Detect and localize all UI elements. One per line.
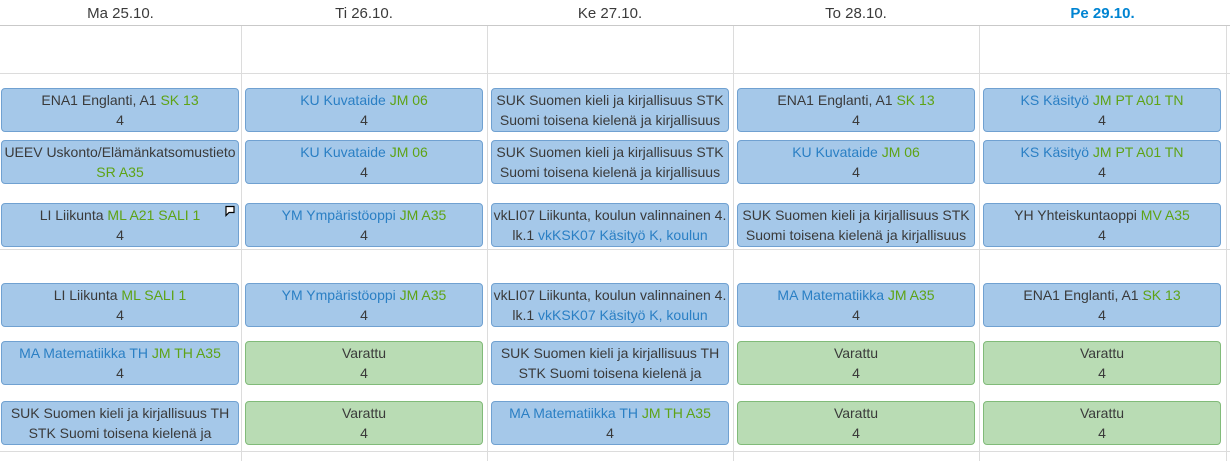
- lesson-cell[interactable]: [491, 88, 729, 132]
- note-icon[interactable]: [224, 205, 236, 217]
- lesson-cell[interactable]: [491, 341, 729, 385]
- lesson-line: [2, 423, 238, 443]
- lesson-line: [2, 110, 238, 130]
- lesson-text: Varattu: [1079, 345, 1125, 361]
- lesson-text: SUK Suomen kieli ja kirjallisuus STK: [496, 144, 724, 160]
- lesson-text: Varattu: [341, 345, 387, 361]
- day-header-ke: Ke 27.10.: [577, 5, 643, 22]
- lesson-cell[interactable]: [737, 140, 975, 184]
- lesson-line: [738, 403, 974, 423]
- lesson-cell[interactable]: [491, 203, 729, 247]
- lesson-text: Suomi toisena kielenä ja kirjallisuus: [499, 164, 721, 180]
- lesson-text: YH Yhteiskuntaoppi: [1014, 207, 1141, 223]
- lesson-line: [738, 162, 974, 182]
- lesson-cell[interactable]: [737, 283, 975, 327]
- lesson-text: KS Käsityö: [1020, 144, 1093, 160]
- lesson-line: [984, 110, 1220, 130]
- lesson-text: Varattu: [341, 405, 387, 421]
- lesson-line: [738, 363, 974, 383]
- lesson-cell[interactable]: [245, 203, 483, 247]
- lesson-line: [2, 343, 238, 363]
- lesson-text: 4: [852, 112, 860, 128]
- lesson-text: KU Kuvataide: [792, 144, 882, 160]
- reserved-cell[interactable]: [983, 401, 1221, 445]
- lesson-text: STK Suomi toisena kielenä ja: [28, 425, 212, 441]
- reserved-cell[interactable]: [737, 401, 975, 445]
- lesson-line: [2, 142, 238, 162]
- lesson-text: ENA1 Englanti, A1: [41, 92, 161, 108]
- lesson-cell[interactable]: [1, 401, 239, 445]
- lesson-line: [738, 343, 974, 363]
- lesson-cell[interactable]: [1, 140, 239, 184]
- lesson-text: Suomi toisena kielenä ja kirjallisuus: [745, 227, 967, 243]
- lesson-text: 4: [116, 227, 124, 243]
- lesson-text: 4: [1098, 112, 1106, 128]
- lesson-text: 4: [1098, 164, 1106, 180]
- lesson-text: JM PT A01 TN: [1092, 144, 1184, 160]
- grid-column-line: [487, 26, 488, 461]
- lesson-text: 4: [606, 425, 614, 441]
- lesson-text: lk.1: [512, 227, 539, 243]
- lesson-cell[interactable]: [1, 283, 239, 327]
- lesson-text: JM TH A35: [641, 405, 711, 421]
- lesson-text: Varattu: [833, 405, 879, 421]
- lesson-line: [246, 205, 482, 225]
- lesson-cell[interactable]: [491, 401, 729, 445]
- lesson-line: [2, 225, 238, 245]
- lesson-text: YM Ympäristöoppi: [281, 207, 400, 223]
- reserved-cell[interactable]: [245, 401, 483, 445]
- lesson-line: [984, 142, 1220, 162]
- lesson-line: [246, 343, 482, 363]
- lesson-line: [738, 142, 974, 162]
- lesson-text: JM 06: [881, 144, 920, 160]
- lesson-text: 4: [116, 365, 124, 381]
- lesson-line: [246, 162, 482, 182]
- lesson-text: 4: [360, 112, 368, 128]
- lesson-text: MV A35: [1140, 207, 1190, 223]
- grid-column-line: [733, 26, 734, 461]
- lesson-line: [984, 363, 1220, 383]
- lesson-text: MA Matematiikka TH: [509, 405, 642, 421]
- lesson-line: [246, 110, 482, 130]
- grid-column-line: [241, 26, 242, 461]
- reserved-cell[interactable]: [737, 341, 975, 385]
- day-header-to: To 28.10.: [825, 5, 887, 22]
- grid-row-line: [0, 451, 1230, 452]
- lesson-cell[interactable]: [983, 203, 1221, 247]
- lesson-text: 4: [360, 227, 368, 243]
- grid-column-line: [1226, 26, 1227, 461]
- lesson-text: YM Ympäristöoppi: [281, 287, 400, 303]
- lesson-text: UEEV Uskonto/Elämänkatsomustieto: [4, 144, 236, 160]
- lesson-text: SK 13: [160, 92, 199, 108]
- lesson-line: [246, 363, 482, 383]
- lesson-line: [492, 363, 728, 383]
- lesson-text: vkLI07 Liikunta, koulun valinnainen 4.: [493, 207, 727, 223]
- lesson-text: Varattu: [1079, 405, 1125, 421]
- lesson-cell[interactable]: [491, 140, 729, 184]
- lesson-text: SUK Suomen kieli ja kirjallisuus TH: [500, 345, 720, 361]
- lesson-text: SK 13: [896, 92, 935, 108]
- lesson-line: [2, 305, 238, 325]
- lesson-cell[interactable]: [737, 88, 975, 132]
- lesson-text: 4: [852, 164, 860, 180]
- lesson-text: JM A35: [887, 287, 935, 303]
- lesson-line: [738, 205, 974, 225]
- lesson-text: JM PT A01 TN: [1092, 92, 1184, 108]
- header-divider: [0, 25, 1230, 26]
- lesson-text: SUK Suomen kieli ja kirjallisuus TH: [10, 405, 230, 421]
- lesson-cell[interactable]: [1, 341, 239, 385]
- lesson-line: [492, 225, 728, 245]
- lesson-text: Varattu: [833, 345, 879, 361]
- lesson-line: [738, 285, 974, 305]
- lesson-text: SR A35: [96, 164, 144, 180]
- lesson-line: [984, 305, 1220, 325]
- lesson-text: SUK Suomen kieli ja kirjallisuus STK: [742, 207, 970, 223]
- lesson-text: JM A35: [399, 287, 447, 303]
- lesson-line: [738, 90, 974, 110]
- lesson-text: ML A21 SALI 1: [107, 207, 201, 223]
- day-header-ti: Ti 26.10.: [335, 5, 393, 22]
- lesson-line: [246, 403, 482, 423]
- lesson-cell[interactable]: [245, 283, 483, 327]
- lesson-text: 4: [1098, 307, 1106, 323]
- grid-column-line: [979, 26, 980, 461]
- lesson-text: LI Liikunta: [39, 207, 108, 223]
- lesson-line: [984, 423, 1220, 443]
- lesson-cell[interactable]: [245, 88, 483, 132]
- lesson-line: [492, 90, 728, 110]
- lesson-line: [738, 225, 974, 245]
- lesson-text: 4: [852, 425, 860, 441]
- lesson-line: [492, 305, 728, 325]
- lesson-text: 4: [1098, 365, 1106, 381]
- lesson-line: [984, 343, 1220, 363]
- lesson-line: [492, 205, 728, 225]
- lesson-text: Suomi toisena kielenä ja kirjallisuus: [499, 112, 721, 128]
- lesson-text: JM A35: [399, 207, 447, 223]
- lesson-text: 4: [852, 307, 860, 323]
- lesson-text: MA Matematiikka: [777, 287, 888, 303]
- lesson-cell[interactable]: [1, 88, 239, 132]
- lesson-text: 4: [1098, 425, 1106, 441]
- lesson-line: [246, 225, 482, 245]
- lesson-text: MA Matematiikka TH: [19, 345, 152, 361]
- lesson-text: 4: [360, 307, 368, 323]
- lesson-text: SUK Suomen kieli ja kirjallisuus STK: [496, 92, 724, 108]
- lesson-line: [492, 343, 728, 363]
- lesson-line: [246, 305, 482, 325]
- lesson-text: 4: [852, 365, 860, 381]
- lesson-line: [492, 162, 728, 182]
- lesson-text: 4: [360, 425, 368, 441]
- lesson-text: 4: [116, 307, 124, 323]
- lesson-text: KU Kuvataide: [300, 144, 390, 160]
- lesson-line: [2, 363, 238, 383]
- lesson-text: JM 06: [389, 144, 428, 160]
- lesson-text: vkKSK07 Käsityö K, koulun: [538, 227, 708, 243]
- lesson-line: [984, 90, 1220, 110]
- lesson-text: JM TH A35: [151, 345, 221, 361]
- lesson-line: [2, 285, 238, 305]
- grid-row-line: [0, 249, 1230, 250]
- lesson-text: vkKSK07 Käsityö K, koulun: [538, 307, 708, 323]
- reserved-cell[interactable]: [245, 341, 483, 385]
- lesson-cell[interactable]: [983, 140, 1221, 184]
- lesson-line: [738, 305, 974, 325]
- lesson-line: [984, 205, 1220, 225]
- lesson-text: 4: [116, 112, 124, 128]
- lesson-cell[interactable]: [491, 283, 729, 327]
- lesson-line: [738, 423, 974, 443]
- lesson-text: KU Kuvataide: [300, 92, 390, 108]
- lesson-line: [738, 110, 974, 130]
- lesson-text: JM 06: [389, 92, 428, 108]
- lesson-line: [246, 285, 482, 305]
- lesson-cell[interactable]: [983, 88, 1221, 132]
- lesson-text: SK 13: [1142, 287, 1181, 303]
- lesson-line: [984, 162, 1220, 182]
- lesson-line: [984, 225, 1220, 245]
- lesson-line: [246, 423, 482, 443]
- lesson-text: LI Liikunta: [53, 287, 122, 303]
- lesson-line: [2, 90, 238, 110]
- lesson-text: 4: [1098, 227, 1106, 243]
- lesson-cell[interactable]: [983, 283, 1221, 327]
- lesson-line: [492, 285, 728, 305]
- lesson-line: [984, 285, 1220, 305]
- lesson-line: [2, 162, 238, 182]
- lesson-line: [246, 90, 482, 110]
- lesson-line: [492, 110, 728, 130]
- lesson-line: [246, 142, 482, 162]
- lesson-text: ENA1 Englanti, A1: [1023, 287, 1143, 303]
- lesson-text: 4: [360, 365, 368, 381]
- reserved-cell[interactable]: [983, 341, 1221, 385]
- lesson-cell[interactable]: [245, 140, 483, 184]
- lesson-line: [492, 423, 728, 443]
- lesson-line: [984, 403, 1220, 423]
- lesson-cell[interactable]: [1, 203, 239, 247]
- lesson-line: [492, 403, 728, 423]
- lesson-text: lk.1: [512, 307, 539, 323]
- grid-row-line: [0, 73, 1230, 74]
- lesson-line: [492, 142, 728, 162]
- lesson-text: KS Käsityö: [1020, 92, 1093, 108]
- day-header-ma: Ma 25.10.: [87, 5, 154, 22]
- lesson-text: ENA1 Englanti, A1: [777, 92, 897, 108]
- lesson-text: vkLI07 Liikunta, koulun valinnainen 4.: [493, 287, 727, 303]
- lesson-text: 4: [360, 164, 368, 180]
- day-header-pe: Pe 29.10.: [1070, 5, 1135, 22]
- lesson-cell[interactable]: [737, 203, 975, 247]
- lesson-text: STK Suomi toisena kielenä ja: [518, 365, 702, 381]
- lesson-line: [2, 403, 238, 423]
- lesson-line: [2, 205, 238, 225]
- lesson-text: ML SALI 1: [121, 287, 187, 303]
